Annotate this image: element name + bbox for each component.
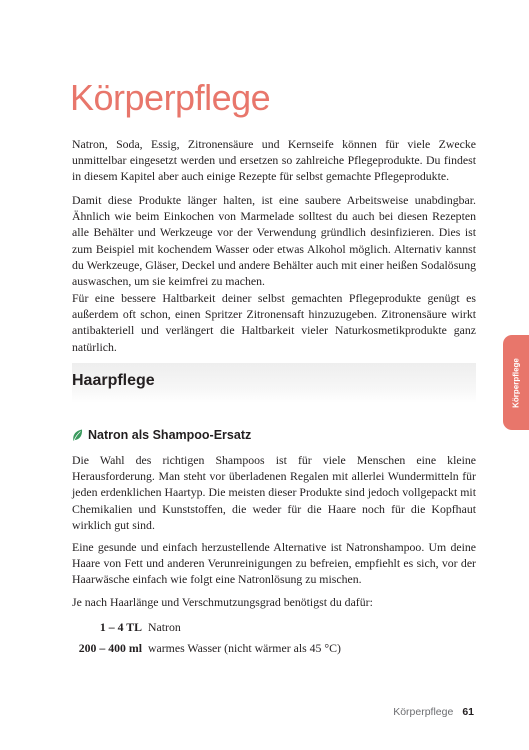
ingredient-row [72, 640, 341, 656]
intro-paragraph-3: Für eine bessere Haltbarkeit deiner selbst gemachten Pflegeprodukte genügt es außerdem oft schon, einen Spritzer Zitronensaft hinzuzugeben. Zitronensäure wirkt antibakteriell und verlängert die Haltbarkeit vieler Naturkosmetikprodukte ganz natürlich. [72, 291, 476, 354]
chapter-side-tab-label: Körperpflege [511, 357, 521, 408]
ingredient-row [72, 619, 181, 635]
leaf-icon [72, 429, 83, 442]
ingredient-amount: 200 – 400 ml [78, 641, 142, 655]
subsection-header [72, 426, 251, 444]
section-heading: Haarpflege [72, 372, 155, 389]
intro-paragraph-1: Natron, Soda, Essig, Zitronensäure und Kernseife können für viele Zwecke unmittelbar eingesetzt werden und ersetzen so zahlreiche Pflegeprodukte. Du findest in diesem Kapitel aber auch einige Rezepte für selbst gemachte Pflegeprodukte. [72, 137, 476, 184]
shampoo-paragraph-2: Eine gesunde und einfach herzustellende Alternative ist Natronshampoo. Um deine Haare von Fett und anderen Verunreinigungen zu befreien, empfiehlt es sich, vor der Haarwäsche einfach wie folgt eine Natronlösung zu mischen. [72, 540, 476, 587]
ingredient-amount: 1 – 4 TL [99, 620, 142, 634]
ingredient-name: warmes Wasser (nicht wärmer als 45 °C) [148, 641, 341, 655]
section-header-bar [72, 363, 476, 403]
footer-chapter: Körperpflege [393, 706, 454, 718]
shampoo-paragraph-3: Je nach Haarlänge und Verschmutzungsgrad benötigst du dafür: [72, 595, 373, 609]
intro-paragraph-2: Damit diese Produkte länger halten, ist eine saubere Arbeitsweise unabdingbar. Ähnlich wie beim Einkochen von Marmelade solltest du auch bei diesen Rezepten alle Behälter und Werkzeuge vor der Verwendung gründlich desinfizieren. Dies ist zum Beispiel mit kochendem Wasser oder etwas Alkohol möglich. Alternativ kannst du Werkzeuge, Gläser, Deckel und andere Behälter auch mit einer heißen Sodalösung auswaschen, um sie keimfrei zu machen. [72, 193, 476, 289]
ingredient-name: Natron [148, 620, 181, 634]
page-footer [393, 706, 474, 718]
page-number: 61 [462, 706, 474, 718]
chapter-side-tab[interactable] [503, 335, 529, 430]
page-title: Körperpflege [70, 77, 271, 118]
subsection-heading: Natron als Shampoo-Ersatz [88, 428, 252, 442]
shampoo-paragraph-1: Die Wahl des richtigen Shampoos ist für viele Menschen eine kleine Herausforderung. Man steht vor überladenen Regalen mit allerlei Wundermitteln für jeden erdenklichen Haartyp. Die meisten dieser Produkte sind jedoch vollgepackt mit Chemikalien und Kunststoffen, die weder für die Haare noch für die Kopfhaut wirklich gut sind. [72, 453, 476, 532]
